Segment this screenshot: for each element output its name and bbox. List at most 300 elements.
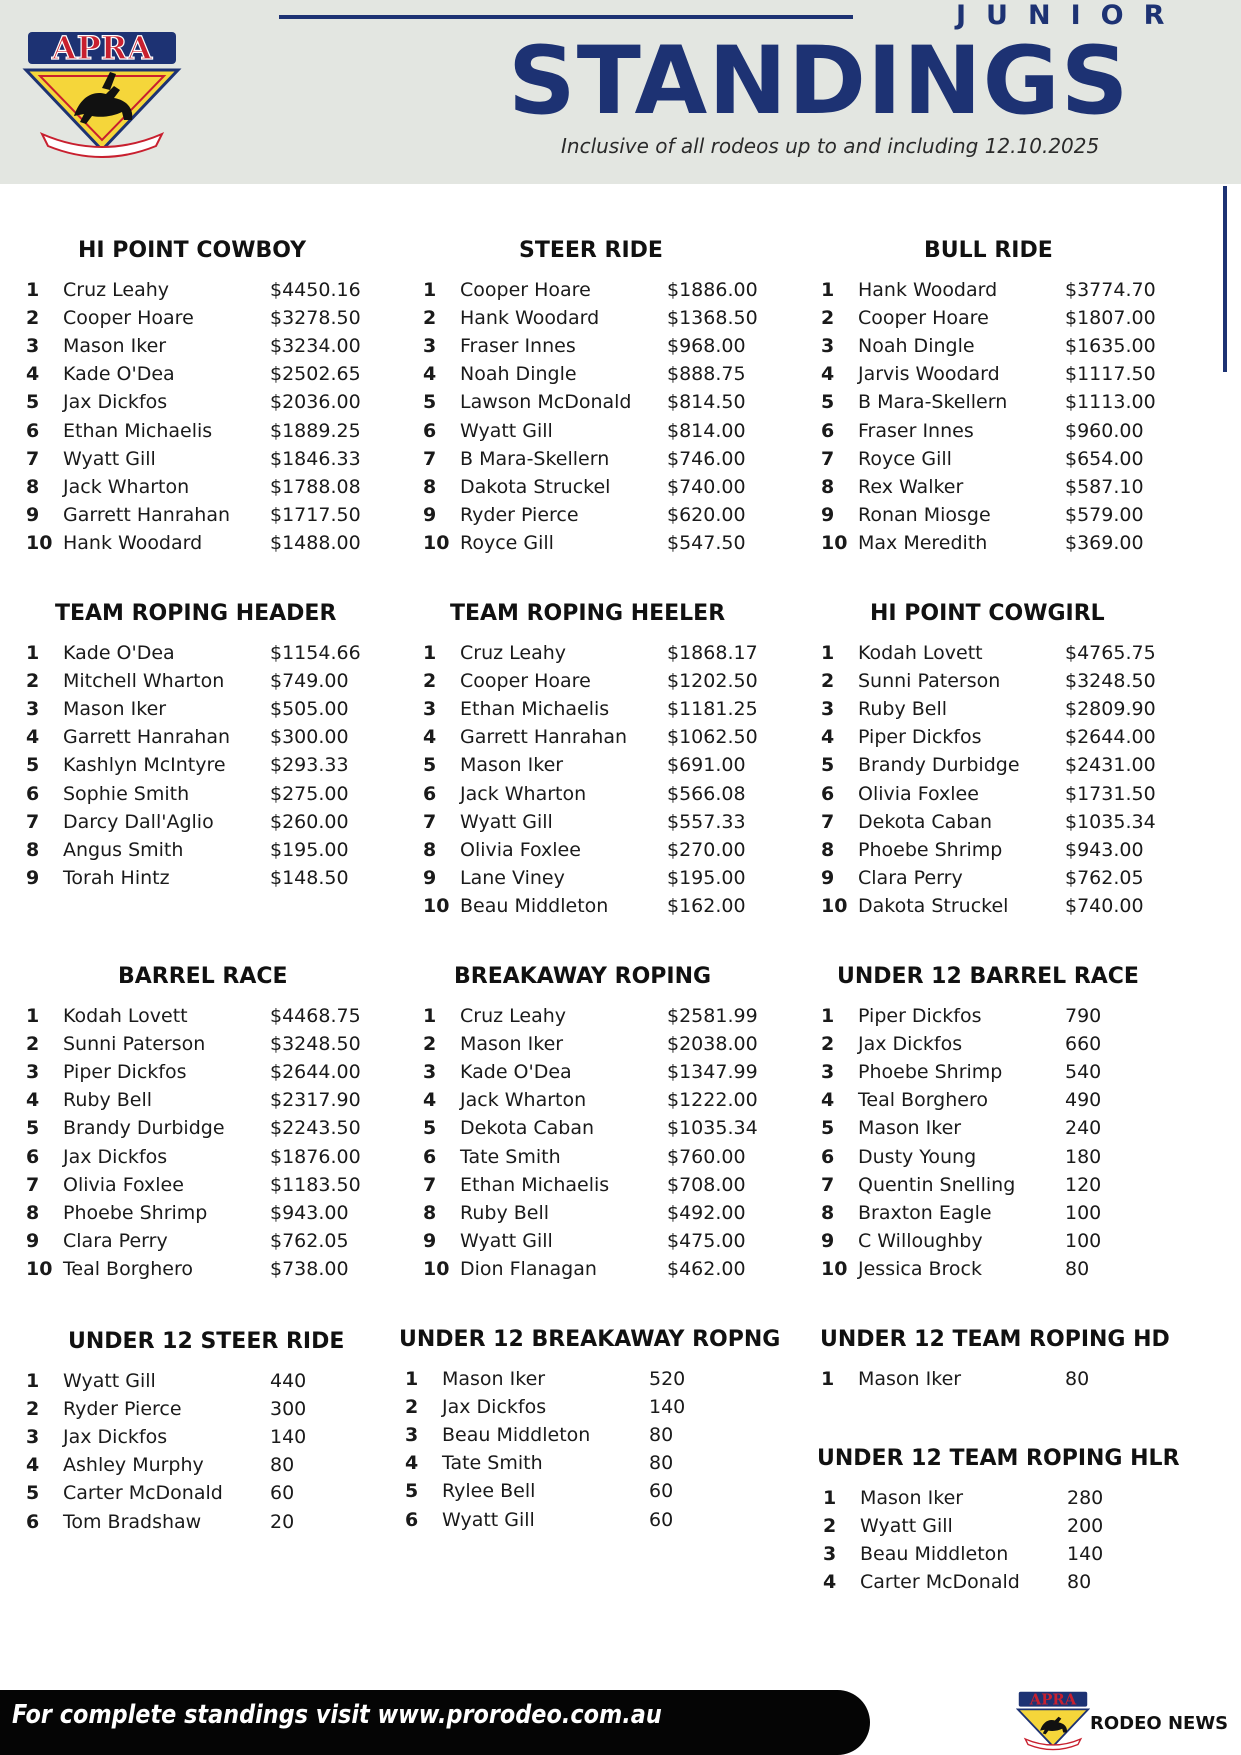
rank-number: 2 <box>26 670 40 693</box>
section-title-barrel-race: BARREL RACE <box>118 964 288 989</box>
standing-row <box>823 1484 1153 1512</box>
standing-row <box>26 751 356 779</box>
competitor-name: Braxton Eagle <box>858 1201 992 1224</box>
competitor-total: $162.00 <box>667 894 746 917</box>
rank-number: 6 <box>26 419 40 442</box>
standing-row <box>821 808 1156 836</box>
competitor-total: $1488.00 <box>270 531 361 554</box>
competitor-total: $1035.34 <box>667 1117 758 1140</box>
competitor-total: $1347.99 <box>667 1061 758 1084</box>
rank-number: 3 <box>423 698 437 721</box>
standing-row <box>821 1002 1151 1030</box>
rank-number: 8 <box>423 838 437 861</box>
rank-number: 8 <box>423 1201 437 1224</box>
competitor-name: Garrett Hanrahan <box>63 503 231 526</box>
competitor-name: Phoebe Shrimp <box>63 1201 208 1224</box>
competitor-total: $960.00 <box>1065 419 1144 442</box>
competitor-name: Darcy Dall'Aglio <box>63 810 214 833</box>
competitor-total: $195.00 <box>667 866 746 889</box>
competitor-total: $2581.99 <box>667 1005 758 1027</box>
competitor-name: Wyatt Gill <box>63 447 156 470</box>
competitor-name: Cruz Leahy <box>63 279 170 301</box>
rank-number: 3 <box>26 1426 40 1449</box>
standing-row <box>821 836 1151 864</box>
standing-row <box>423 1143 753 1171</box>
footer-link-text[interactable]: For complete standings visit www.prorodeo.com.au <box>12 1700 662 1730</box>
competitor-total: 60 <box>649 1480 674 1503</box>
competitor-name: Lane Viney <box>460 866 565 889</box>
competitor-total: $740.00 <box>667 475 746 498</box>
standing-row <box>423 780 753 808</box>
standing-row <box>423 388 753 416</box>
standing-row <box>821 1114 1151 1142</box>
competitor-total: $1717.50 <box>270 503 361 526</box>
competitor-total: 80 <box>649 1452 674 1475</box>
rank-number: 1 <box>26 1370 40 1392</box>
rank-number: 8 <box>821 838 835 861</box>
rank-number: 4 <box>26 726 40 749</box>
competitor-total: $968.00 <box>667 335 746 358</box>
standing-row <box>423 304 758 332</box>
competitor-name: Mason Iker <box>63 698 167 721</box>
standing-row <box>26 1058 361 1086</box>
competitor-name: Carter McDonald <box>860 1571 1020 1594</box>
competitor-name: Brandy Durbidge <box>63 1117 225 1140</box>
rank-number: 7 <box>821 447 835 470</box>
competitor-name: Dekota Caban <box>460 1117 595 1140</box>
competitor-total: 60 <box>649 1508 674 1531</box>
competitor-total: 180 <box>1065 1145 1102 1168</box>
competitor-name: Noah Dingle <box>460 363 577 386</box>
standing-row <box>423 808 753 836</box>
standing-row <box>26 667 356 695</box>
competitor-name: Wyatt Gill <box>460 810 553 833</box>
competitor-name: Hank Woodard <box>63 531 203 554</box>
standing-row <box>423 1114 758 1142</box>
competitor-total: $587.10 <box>1065 475 1144 498</box>
competitor-total: 140 <box>1067 1543 1104 1566</box>
competitor-total: 140 <box>270 1426 307 1449</box>
rank-number: 5 <box>423 391 437 414</box>
section-title-team-roping-header: TEAM ROPING HEADER <box>55 601 337 626</box>
rank-number: 4 <box>423 726 437 749</box>
standing-row <box>821 864 1151 892</box>
rank-number: 10 <box>423 1257 450 1280</box>
svg-text:APRA: APRA <box>1029 1691 1077 1709</box>
rank-number: 1 <box>405 1368 419 1390</box>
competitor-name: Cruz Leahy <box>460 642 567 664</box>
competitor-total: $620.00 <box>667 503 746 526</box>
rank-number: 8 <box>26 475 40 498</box>
competitor-total: $2502.65 <box>270 363 361 386</box>
competitor-total: $1846.33 <box>270 447 361 470</box>
competitor-name: Ethan Michaelis <box>460 1173 610 1196</box>
rank-number: 5 <box>821 1117 835 1140</box>
competitor-total: 240 <box>1065 1117 1102 1140</box>
competitor-total: $462.00 <box>667 1257 746 1280</box>
competitor-name: Cooper Hoare <box>460 279 591 301</box>
rank-number: 2 <box>821 1033 835 1056</box>
competitor-total: $1183.50 <box>270 1173 361 1196</box>
competitor-name: Tom Bradshaw <box>63 1510 202 1533</box>
competitor-name: Clara Perry <box>63 1229 168 1252</box>
rank-number: 1 <box>821 1368 835 1390</box>
competitor-name: Mason Iker <box>858 1117 962 1140</box>
section-title-hi-point-cowboy: HI POINT COWBOY <box>78 238 307 263</box>
rank-number: 6 <box>821 1145 835 1168</box>
standing-row <box>405 1365 735 1393</box>
rank-number: 9 <box>821 503 835 526</box>
rank-number: 10 <box>423 894 450 917</box>
competitor-name: Olivia Foxlee <box>63 1173 184 1196</box>
rank-number: 5 <box>26 754 40 777</box>
section-title-under-12-breakaway-ropng: UNDER 12 BREAKAWAY ROPNG <box>399 1327 781 1352</box>
rank-number: 2 <box>26 307 40 330</box>
competitor-total: $2431.00 <box>1065 754 1156 777</box>
competitor-total: $762.05 <box>270 1229 349 1252</box>
rank-number: 1 <box>26 1005 40 1027</box>
competitor-name: Ryder Pierce <box>460 503 579 526</box>
rank-number: 6 <box>26 782 40 805</box>
competitor-name: Noah Dingle <box>858 335 975 358</box>
rank-number: 9 <box>821 866 835 889</box>
standing-row <box>26 1423 356 1451</box>
rank-number: 3 <box>423 1061 437 1084</box>
competitor-total: $740.00 <box>1065 894 1144 917</box>
competitor-total: $270.00 <box>667 838 746 861</box>
competitor-name: Jax Dickfos <box>63 1426 168 1449</box>
competitor-name: Wyatt Gill <box>460 419 553 442</box>
rank-number: 3 <box>405 1424 419 1447</box>
competitor-name: B Mara-Skellern <box>858 391 1008 414</box>
competitor-total: $4468.75 <box>270 1005 361 1027</box>
competitor-name: Garrett Hanrahan <box>63 726 231 749</box>
standing-row <box>821 892 1151 920</box>
standing-row <box>26 529 361 557</box>
standing-row <box>423 639 758 667</box>
rank-number: 10 <box>423 531 450 554</box>
standing-row <box>423 1227 753 1255</box>
competitor-name: Kade O'Dea <box>63 363 175 386</box>
competitor-name: Royce Gill <box>460 531 554 554</box>
rank-number: 6 <box>405 1508 419 1531</box>
rank-number: 2 <box>26 1398 40 1421</box>
competitor-name: Piper Dickfos <box>858 1005 982 1027</box>
standing-row <box>423 892 753 920</box>
competitor-total: $2243.50 <box>270 1117 361 1140</box>
rank-number: 1 <box>821 279 835 301</box>
competitor-name: Piper Dickfos <box>858 726 982 749</box>
competitor-name: Cruz Leahy <box>460 1005 567 1027</box>
section-title-under-12-barrel-race: UNDER 12 BARREL RACE <box>837 964 1139 989</box>
competitor-name: Ruby Bell <box>63 1089 153 1112</box>
competitor-name: Ethan Michaelis <box>63 419 213 442</box>
competitor-name: Cooper Hoare <box>858 307 989 330</box>
competitor-name: C Willoughby <box>858 1229 983 1252</box>
competitor-name: Mason Iker <box>442 1368 546 1390</box>
competitor-total: $195.00 <box>270 838 349 861</box>
standing-row <box>405 1477 735 1505</box>
rank-number: 5 <box>26 391 40 414</box>
header-divider <box>279 15 853 19</box>
rank-number: 7 <box>26 1173 40 1196</box>
competitor-name: Tate Smith <box>460 1145 561 1168</box>
standing-row <box>821 1058 1151 1086</box>
apra-logo-small <box>1016 1688 1090 1755</box>
standing-row <box>423 332 753 360</box>
competitor-total: $579.00 <box>1065 503 1144 526</box>
rank-number: 2 <box>823 1515 837 1538</box>
competitor-total: $475.00 <box>667 1229 746 1252</box>
rank-number: 5 <box>423 754 437 777</box>
competitor-total: 60 <box>270 1482 295 1505</box>
competitor-name: Jack Wharton <box>460 1089 587 1112</box>
section-title-team-roping-heeler: TEAM ROPING HEELER <box>450 601 726 626</box>
competitor-name: Fraser Innes <box>858 419 974 442</box>
rank-number: 8 <box>821 1201 835 1224</box>
competitor-total: 520 <box>649 1368 686 1390</box>
competitor-name: Torah Hintz <box>63 866 170 889</box>
standing-row <box>26 1227 356 1255</box>
competitor-name: Olivia Foxlee <box>460 838 581 861</box>
competitor-total: $547.50 <box>667 531 746 554</box>
rank-number: 4 <box>821 726 835 749</box>
standing-row <box>821 1255 1151 1283</box>
competitor-total: $3774.70 <box>1065 279 1156 301</box>
competitor-name: Tate Smith <box>442 1452 543 1475</box>
rank-number: 9 <box>423 1229 437 1252</box>
competitor-total: $814.50 <box>667 391 746 414</box>
section-title-breakaway-roping: BREAKAWAY ROPING <box>454 964 712 989</box>
standing-row <box>26 1367 356 1395</box>
standing-row <box>26 445 361 473</box>
competitor-total: 660 <box>1065 1033 1102 1056</box>
standing-row <box>821 388 1156 416</box>
competitor-total: $708.00 <box>667 1173 746 1196</box>
competitor-name: Ethan Michaelis <box>460 698 610 721</box>
section-title-under-12-team-roping-hlr: UNDER 12 TEAM ROPING HLR <box>817 1446 1180 1471</box>
rank-number: 3 <box>423 335 437 358</box>
rank-number: 8 <box>26 838 40 861</box>
competitor-name: Olivia Foxlee <box>858 782 979 805</box>
rank-number: 4 <box>423 363 437 386</box>
standing-row <box>26 304 361 332</box>
rank-number: 7 <box>26 810 40 833</box>
rank-number: 5 <box>26 1117 40 1140</box>
competitor-total: $888.75 <box>667 363 746 386</box>
competitor-total: $3248.50 <box>1065 670 1156 693</box>
standing-row <box>821 1030 1151 1058</box>
standing-row <box>821 445 1151 473</box>
standing-row <box>423 695 758 723</box>
rank-number: 1 <box>423 279 437 301</box>
competitor-name: Beau Middleton <box>860 1543 1009 1566</box>
standing-row <box>423 473 753 501</box>
rank-number: 2 <box>423 1033 437 1056</box>
rodeo-news-brand: RODEO NEWS <box>1090 1713 1229 1734</box>
competitor-name: Phoebe Shrimp <box>858 838 1003 861</box>
apra-logo <box>22 28 182 162</box>
rank-number: 6 <box>423 419 437 442</box>
rank-number: 3 <box>823 1543 837 1566</box>
rank-number: 2 <box>821 307 835 330</box>
competitor-name: Clara Perry <box>858 866 963 889</box>
competitor-name: Ashley Murphy <box>63 1454 204 1477</box>
standing-row <box>26 501 361 529</box>
competitor-name: Teal Borghero <box>858 1089 988 1112</box>
competitor-total: $1368.50 <box>667 307 758 330</box>
competitor-total: $505.00 <box>270 698 349 721</box>
competitor-total: $566.08 <box>667 782 746 805</box>
standing-row <box>26 1171 361 1199</box>
competitor-total: 490 <box>1065 1089 1102 1112</box>
rank-number: 2 <box>26 1033 40 1056</box>
competitor-total: $1117.50 <box>1065 363 1156 386</box>
standing-row <box>423 864 753 892</box>
competitor-total: $1181.25 <box>667 698 758 721</box>
rank-number: 6 <box>821 419 835 442</box>
competitor-name: Jack Wharton <box>63 475 190 498</box>
standing-row <box>26 1030 361 1058</box>
competitor-total: $557.33 <box>667 810 746 833</box>
competitor-total: $654.00 <box>1065 447 1144 470</box>
rank-number: 10 <box>821 1257 848 1280</box>
standing-row <box>821 667 1156 695</box>
competitor-name: Jack Wharton <box>460 782 587 805</box>
competitor-total: 140 <box>649 1396 686 1419</box>
rank-number: 4 <box>423 1089 437 1112</box>
rank-number: 10 <box>821 531 848 554</box>
competitor-total: 440 <box>270 1370 307 1392</box>
competitor-name: Mason Iker <box>858 1368 962 1390</box>
competitor-name: Garrett Hanrahan <box>460 726 628 749</box>
competitor-name: Cooper Hoare <box>460 670 591 693</box>
competitor-total: $1876.00 <box>270 1145 361 1168</box>
standing-row <box>26 1451 356 1479</box>
standing-row <box>26 780 356 808</box>
standing-row <box>423 751 753 779</box>
competitor-name: Hank Woodard <box>858 279 998 301</box>
section-title-steer-ride: STEER RIDE <box>519 238 663 263</box>
competitor-total: 80 <box>270 1454 295 1477</box>
rank-number: 7 <box>821 1173 835 1196</box>
competitor-total: $3248.50 <box>270 1033 361 1056</box>
competitor-total: $4765.75 <box>1065 642 1156 664</box>
rank-number: 3 <box>26 698 40 721</box>
standing-row <box>821 276 1156 304</box>
competitor-name: Wyatt Gill <box>63 1370 156 1392</box>
rank-number: 2 <box>423 307 437 330</box>
competitor-name: Teal Borghero <box>63 1257 193 1280</box>
competitor-name: Piper Dickfos <box>63 1061 187 1084</box>
competitor-total: $749.00 <box>270 670 349 693</box>
standing-row <box>26 639 361 667</box>
standing-row <box>821 417 1151 445</box>
standing-row <box>26 695 356 723</box>
rank-number: 10 <box>821 894 848 917</box>
rank-number: 3 <box>821 1061 835 1084</box>
rank-number: 4 <box>26 363 40 386</box>
section-title-under-12-steer-ride: UNDER 12 STEER RIDE <box>68 1329 345 1354</box>
side-divider <box>1223 186 1227 372</box>
competitor-name: Ruby Bell <box>858 698 948 721</box>
rank-number: 2 <box>405 1396 419 1419</box>
rank-number: 3 <box>26 335 40 358</box>
competitor-total: $2036.00 <box>270 391 361 414</box>
competitor-name: Kodah Lovett <box>63 1005 188 1027</box>
standing-row <box>821 639 1156 667</box>
standing-row <box>821 473 1151 501</box>
competitor-name: Quentin Snelling <box>858 1173 1016 1196</box>
standing-row <box>26 808 356 836</box>
competitor-total: $746.00 <box>667 447 746 470</box>
rank-number: 7 <box>821 810 835 833</box>
rank-number: 6 <box>423 782 437 805</box>
competitor-name: Kade O'Dea <box>63 642 175 664</box>
competitor-name: Royce Gill <box>858 447 952 470</box>
competitor-total: 100 <box>1065 1229 1102 1252</box>
competitor-name: Kade O'Dea <box>460 1061 572 1084</box>
competitor-name: Dakota Struckel <box>858 894 1009 917</box>
standing-row <box>821 780 1156 808</box>
competitor-total: $1788.08 <box>270 475 361 498</box>
competitor-name: Dion Flanagan <box>460 1257 597 1280</box>
competitor-name: Jax Dickfos <box>63 391 168 414</box>
rank-number: 1 <box>26 642 40 664</box>
standing-row <box>423 276 758 304</box>
standing-row <box>423 667 758 695</box>
page-kicker: JUNIOR <box>956 0 1185 31</box>
competitor-total: $760.00 <box>667 1145 746 1168</box>
competitor-total: $1222.00 <box>667 1089 758 1112</box>
competitor-name: Mason Iker <box>860 1487 964 1509</box>
rank-number: 5 <box>821 391 835 414</box>
standing-row <box>423 1199 753 1227</box>
standing-row <box>423 1002 758 1030</box>
standing-row <box>423 1255 753 1283</box>
standing-row <box>823 1512 1153 1540</box>
competitor-total: $369.00 <box>1065 531 1144 554</box>
page-subtitle: Inclusive of all rodeos up to and including 12.10.2025 <box>561 134 1100 158</box>
competitor-name: Ronan Miosge <box>858 503 991 526</box>
competitor-name: Mitchell Wharton <box>63 670 225 693</box>
competitor-name: Angus Smith <box>63 838 184 861</box>
rank-number: 5 <box>423 1117 437 1140</box>
standing-row <box>423 1171 753 1199</box>
rank-number: 8 <box>26 1201 40 1224</box>
standing-row <box>423 1030 758 1058</box>
rank-number: 3 <box>26 1061 40 1084</box>
rank-number: 1 <box>823 1487 837 1509</box>
standing-row <box>423 836 753 864</box>
competitor-total: $1035.34 <box>1065 810 1156 833</box>
competitor-total: 120 <box>1065 1173 1102 1196</box>
rank-number: 10 <box>26 1257 53 1280</box>
section-title-under-12-team-roping-hd: UNDER 12 TEAM ROPING HD <box>820 1327 1170 1352</box>
standing-row <box>423 445 753 473</box>
standing-row <box>823 1540 1153 1568</box>
competitor-total: 80 <box>1065 1368 1090 1390</box>
competitor-total: 200 <box>1067 1515 1104 1538</box>
competitor-name: Wyatt Gill <box>860 1515 953 1538</box>
competitor-total: 790 <box>1065 1005 1102 1027</box>
rank-number: 6 <box>821 782 835 805</box>
standing-row <box>26 1143 361 1171</box>
competitor-total: $3234.00 <box>270 335 361 358</box>
section-title-bull-ride: BULL RIDE <box>924 238 1053 263</box>
rank-number: 9 <box>821 1229 835 1252</box>
competitor-name: Jessica Brock <box>858 1257 983 1280</box>
